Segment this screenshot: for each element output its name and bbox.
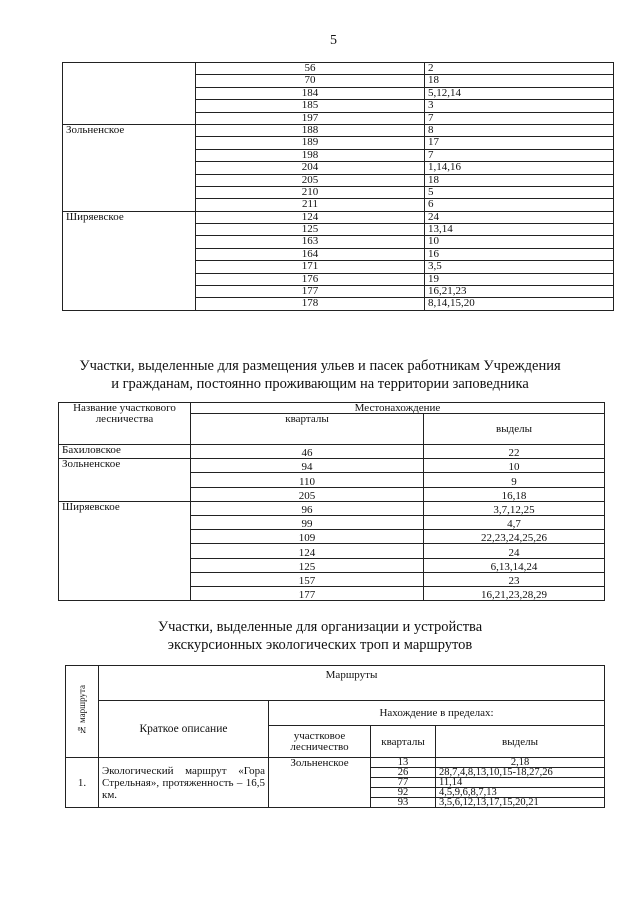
quarter-cell: 96 [191, 501, 424, 515]
plots-cell: 3 [425, 100, 614, 112]
plots-cell: 3,5 [425, 261, 614, 273]
quarter-cell: 110 [191, 473, 424, 487]
forestry-cell [63, 63, 196, 125]
quarter-cell: 46 [191, 445, 424, 459]
forestry-cell: Ширяевское [59, 501, 191, 600]
quarter-cell: 164 [196, 248, 425, 260]
quarter-cell: 70 [196, 75, 425, 87]
plots-cell: 3,5,6,12,13,17,15,20,21 [436, 798, 605, 808]
quarter-cell: 211 [196, 199, 425, 211]
plots-cell: 16,18 [424, 487, 605, 501]
heading-line: экскурсионных экологических троп и маршрутов [167, 637, 473, 653]
quarter-cell: 26 [371, 768, 436, 778]
plots-cell: 9 [424, 473, 605, 487]
quarter-cell: 99 [191, 515, 424, 529]
table-apiaries [58, 402, 605, 601]
heading-line: и гражданам, постоянно проживающим на территории заповедника [111, 376, 529, 392]
section-heading-apiaries [0, 357, 640, 393]
quarter-cell: 204 [196, 162, 425, 174]
forestry-cell: Зольненское [63, 124, 196, 211]
quarter-cell: 176 [196, 273, 425, 285]
quarter-cell: 93 [371, 798, 436, 808]
header-plots: выделы [424, 414, 605, 445]
plots-cell: 6,13,14,24 [424, 558, 605, 572]
quarter-cell: 124 [196, 211, 425, 223]
heading-line: Участки, выделенные для размещения ульев и пасек работникам Учреждения [79, 358, 561, 374]
quarter-cell: 188 [196, 124, 425, 136]
table-row [63, 63, 614, 75]
page-number: 5 [330, 33, 337, 48]
quarter-cell: 109 [191, 530, 424, 544]
plots-cell: 22 [424, 445, 605, 459]
table-row [59, 459, 605, 473]
quarter-cell: 205 [196, 174, 425, 186]
route-forestry: Зольненское [269, 758, 371, 808]
table-row [59, 445, 605, 459]
plots-cell: 7 [425, 112, 614, 124]
plots-cell: 5,12,14 [425, 87, 614, 99]
plots-cell: 18 [425, 75, 614, 87]
quarter-cell: 205 [191, 487, 424, 501]
header-route-number: № маршрута [77, 685, 87, 736]
plots-cell: 16,21,23 [425, 286, 614, 298]
plots-cell: 8 [425, 124, 614, 136]
header-description: Краткое описание [99, 701, 269, 758]
quarter-cell: 184 [196, 87, 425, 99]
table-row [63, 124, 614, 136]
quarter-cell: 163 [196, 236, 425, 248]
quarter-cell: 210 [196, 186, 425, 198]
plots-cell: 19 [425, 273, 614, 285]
table-row [63, 211, 614, 223]
section-heading-trails [0, 618, 640, 654]
plots-cell: 10 [425, 236, 614, 248]
header-routes: Маршруты [99, 666, 605, 701]
plots-cell: 1,14,16 [425, 162, 614, 174]
plots-cell: 16 [425, 248, 614, 260]
quarter-cell: 157 [191, 572, 424, 586]
quarter-cell: 189 [196, 137, 425, 149]
quarter-cell: 197 [196, 112, 425, 124]
plots-cell: 24 [425, 211, 614, 223]
table-row [66, 758, 605, 768]
forestry-cell: Бахиловское [59, 445, 191, 459]
plots-cell: 22,23,24,25,26 [424, 530, 605, 544]
plots-cell: 16,21,23,28,29 [424, 586, 605, 600]
plots-cell: 5 [425, 186, 614, 198]
heading-line: Участки, выделенные для организации и устройства [157, 619, 483, 635]
table-trails [65, 665, 605, 808]
quarter-cell: 178 [196, 298, 425, 310]
header-forestry: участковое лесничество [269, 726, 371, 758]
plots-cell: 3,7,12,25 [424, 501, 605, 515]
plots-cell: 13,14 [425, 224, 614, 236]
plots-cell: 18 [425, 174, 614, 186]
plots-cell: 23 [424, 572, 605, 586]
header-within: Нахождение в пределах: [269, 701, 605, 726]
table-row [59, 501, 605, 515]
quarter-cell: 177 [191, 586, 424, 600]
plots-cell: 24 [424, 544, 605, 558]
quarter-cell: 177 [196, 286, 425, 298]
quarter-cell: 13 [371, 758, 436, 768]
quarter-cell: 171 [196, 261, 425, 273]
route-number: 1. [66, 758, 99, 808]
forestry-cell: Зольненское [59, 459, 191, 502]
header-plots: выделы [436, 726, 605, 758]
quarter-cell: 56 [196, 63, 425, 75]
route-description: Экологический маршрут «Гора Стрельная», протяженность – 16,5 км. [99, 758, 269, 808]
quarter-cell: 125 [196, 224, 425, 236]
plots-cell: 17 [425, 137, 614, 149]
plots-cell: 4,7 [424, 515, 605, 529]
header-forestry-name: Название участкового лесничества [59, 403, 191, 445]
plots-cell: 8,14,15,20 [425, 298, 614, 310]
quarter-cell: 198 [196, 149, 425, 161]
quarter-cell: 125 [191, 558, 424, 572]
quarter-cell: 92 [371, 788, 436, 798]
header-quarters: кварталы [191, 414, 424, 445]
header-quarters: кварталы [371, 726, 436, 758]
quarter-cell: 185 [196, 100, 425, 112]
plots-cell: 10 [424, 459, 605, 473]
plots-cell: 2,18 [436, 758, 605, 768]
plots-cell: 7 [425, 149, 614, 161]
quarter-cell: 94 [191, 459, 424, 473]
plots-cell: 6 [425, 199, 614, 211]
plots-cell: 28,7,4,8,13,10,15-18,27,26 [436, 768, 605, 778]
table-forestry-plots-continued [62, 62, 614, 311]
plots-cell: 11,14 [436, 778, 605, 788]
quarter-cell: 77 [371, 778, 436, 788]
header-location: Местонахождение [191, 403, 605, 414]
forestry-cell: Ширяевское [63, 211, 196, 310]
quarter-cell: 124 [191, 544, 424, 558]
plots-cell: 4,5,9,6,8,7,13 [436, 788, 605, 798]
plots-cell: 2 [425, 63, 614, 75]
